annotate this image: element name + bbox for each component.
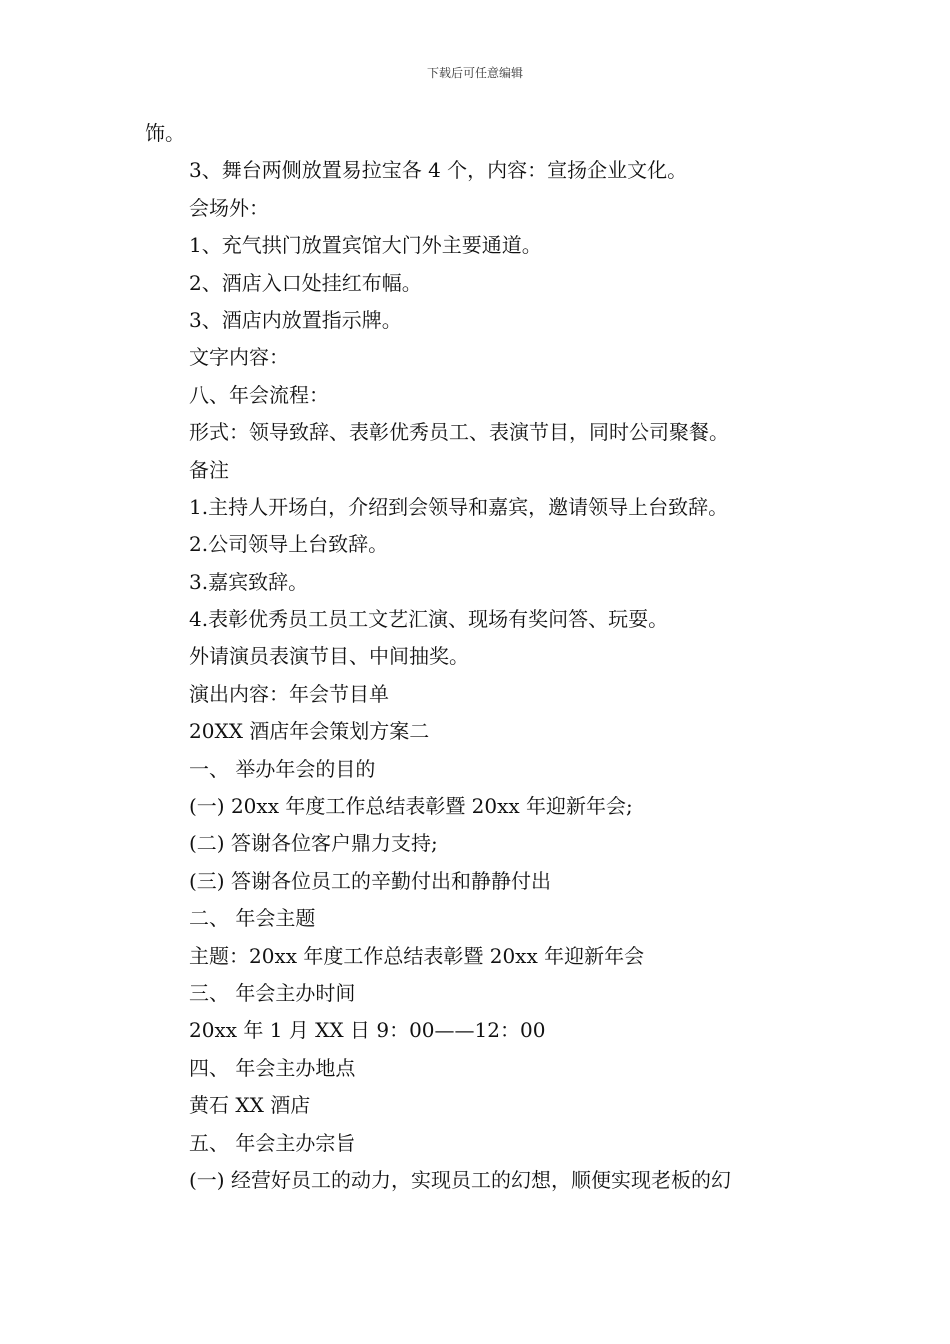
text-line: (二) 答谢各位客户鼎力支持; xyxy=(189,831,438,856)
text-line: 黄石 XX 酒店 xyxy=(189,1093,311,1118)
text-line: 20xx 年 1 月 XX 日 9：00——12：00 xyxy=(189,1018,546,1043)
text-line: 1.主持人开场白，介绍到会领导和嘉宾，邀请领导上台致辞。 xyxy=(189,494,729,519)
text-line: 八、年会流程： xyxy=(189,382,329,407)
text-line: 备注 xyxy=(189,457,229,482)
text-line: 3.嘉宾致辞。 xyxy=(189,569,309,594)
text-line: 主题：20xx 年度工作总结表彰暨 20xx 年迎新年会 xyxy=(189,943,645,968)
text-line: 演出内容：年会节目单 xyxy=(189,681,389,706)
text-line: 3、舞台两侧放置易拉宝各 4 个，内容：宣扬企业文化。 xyxy=(189,158,688,183)
text-line: (一) 20xx 年度工作总结表彰暨 20xx 年迎新年会; xyxy=(189,794,633,819)
text-line: 20XX 酒店年会策划方案二 xyxy=(189,719,430,744)
text-line: 五、 年会主办宗旨 xyxy=(189,1130,356,1155)
page-header: 下载后可任意编辑 xyxy=(426,66,523,80)
text-line: 2、酒店入口处挂红布幅。 xyxy=(189,270,422,295)
text-line: 文字内容： xyxy=(189,345,289,370)
text-line: 形式：领导致辞、表彰优秀员工、表演节目，同时公司聚餐。 xyxy=(189,420,729,445)
text-line: (三) 答谢各位员工的辛勤付出和静静付出 xyxy=(189,868,551,893)
text-line: 2.公司领导上台致辞。 xyxy=(189,532,389,557)
text-line: 4.表彰优秀员工员工文艺汇演、现场有奖问答、玩耍。 xyxy=(189,607,669,632)
text-line: 一、 举办年会的目的 xyxy=(189,756,376,781)
text-line: 3、酒店内放置指示牌。 xyxy=(189,307,402,332)
text-line: 四、 年会主办地点 xyxy=(189,1055,356,1080)
text-line: 外请演员表演节目、中间抽奖。 xyxy=(189,644,469,669)
text-line: 会场外： xyxy=(189,195,269,220)
text-line: 三、 年会主办时间 xyxy=(189,980,356,1005)
document-body xyxy=(145,115,845,1199)
text-line: 饰。 xyxy=(145,121,185,145)
text-line: (一) 经营好员工的动力，实现员工的幻想，顺便实现老板的幻 xyxy=(189,1167,731,1192)
text-line: 1、充气拱门放置宾馆大门外主要通道。 xyxy=(189,233,542,258)
text-line: 二、 年会主题 xyxy=(189,906,316,931)
